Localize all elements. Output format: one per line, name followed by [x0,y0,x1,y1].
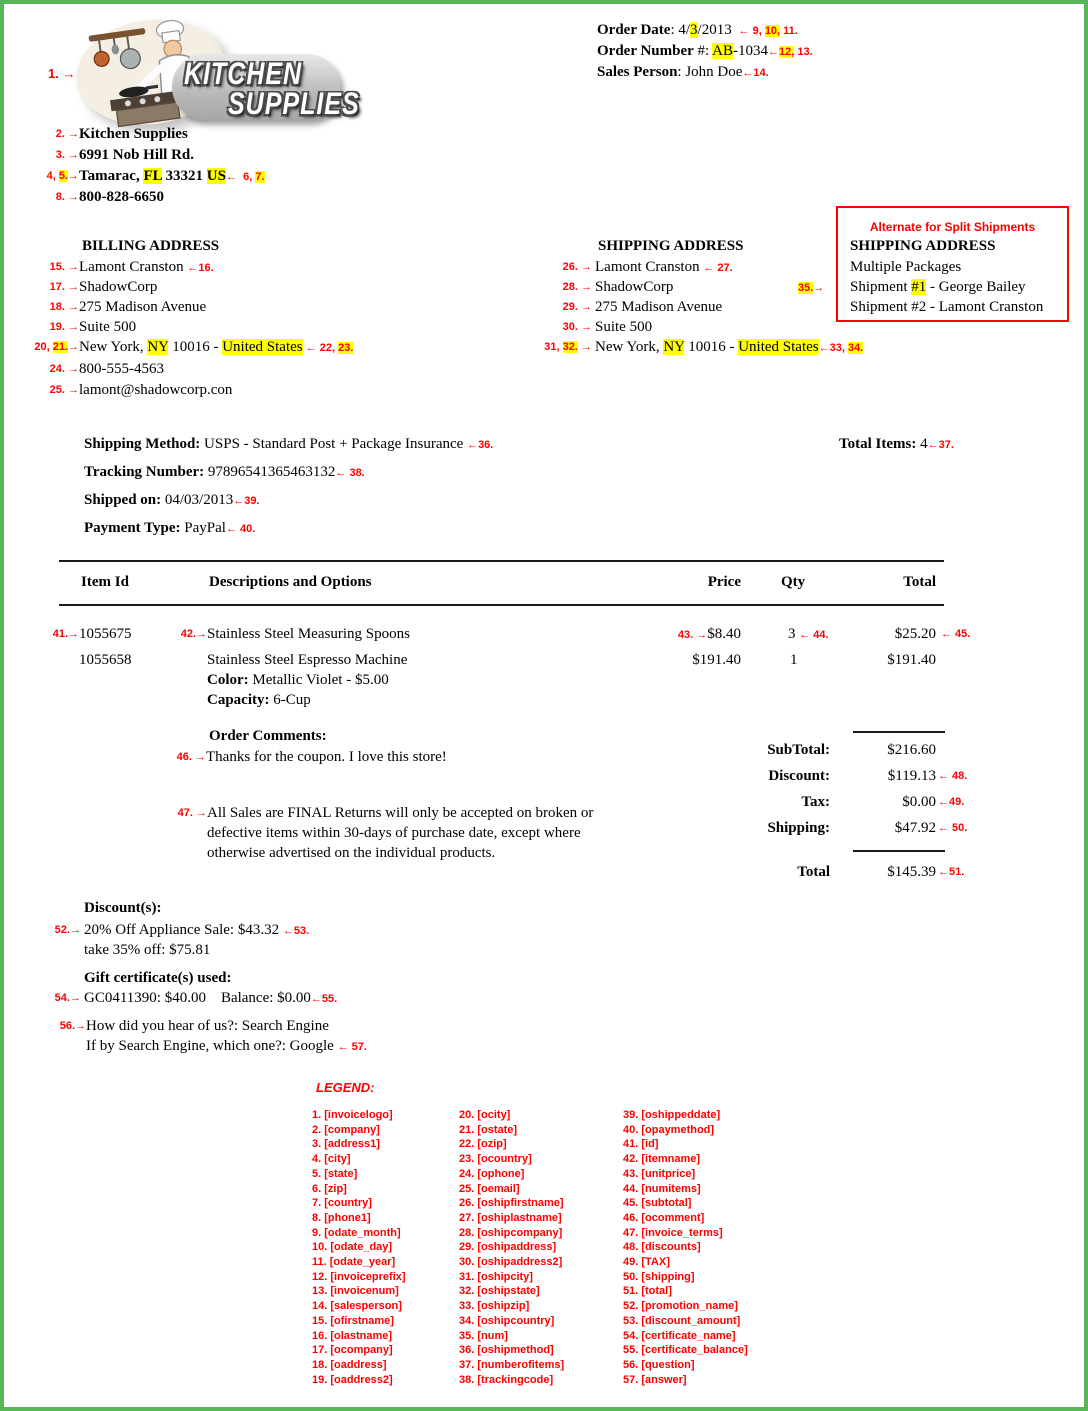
shipping-method-value: USPS - Standard Post + Package Insurance [200,436,468,452]
col-header-total: Total [903,574,936,590]
legend-item: 45. [subtotal] [623,1197,692,1210]
legend-item: 20. [ocity] [459,1109,511,1121]
legend-item: 50. [shipping] [623,1270,695,1283]
marker-37: ←37. [927,439,954,451]
invoice-terms-line2: defective items within 30-days of purchase date, except where [207,825,581,841]
marker-27: ← 27. [703,262,733,274]
legend-item: 52. [promotion_name] [623,1300,738,1313]
order-comment-text: Thanks for the coupon. I love this store! [206,749,447,765]
payment-type-line: Payment Type: PayPal← 40. [84,520,256,536]
shipping-address: 275 Madison Avenue [595,299,723,315]
discount-label: Discount: [768,768,830,784]
totals-top-rule [853,731,945,733]
altbox-header: SHIPPING ADDRESS [850,238,996,254]
marker-43: 43. → [677,629,708,641]
company-name: Kitchen Supplies [79,126,188,142]
shipping-method-line: Shipping Method: USPS - Standard Post + Package Insurance ←36. [84,436,494,452]
item-id: 1055675 [79,626,132,642]
billing-state: NY [147,339,169,355]
legend-item: 15. [ofirstname] [312,1314,394,1327]
legend-item: 40. [opaymethod] [623,1123,715,1136]
marker-39: ←39. [233,495,260,507]
marker-6-7: ← 6, 7. [225,171,265,183]
company-address-line [55,147,195,164]
totals-bottom-rule [853,850,945,852]
legend-item: 2. [company] [312,1123,380,1136]
legend-item: 21. [ostate] [459,1123,518,1136]
promotion-line: 20% Off Appliance Sale: $43.32 [84,922,283,938]
order-number-prefix: AB [712,43,733,59]
survey-answer-line: If by Search Engine, which one?: Google ← 57. [86,1038,367,1054]
marker-54: 54.→ [54,992,84,1004]
item-id: 1055658 [79,652,132,668]
billing-header: BILLING ADDRESS [82,238,220,254]
marker-31-32: 31, 32. → [544,341,595,353]
legend-item: 28. [oshipcompany] [459,1226,563,1239]
shipping-total-value: $47.92 [894,820,936,836]
marker-56: 56.→ [59,1020,86,1032]
marker-47: 47. → [177,807,207,819]
shipping-city-line: 31, 32. → New York, NY 10016 - United States←33, 34. [544,339,864,355]
item-option-color: Color: Metallic Violet - $5.00 [207,672,389,688]
logo-word-supplies: SUPPLIES [228,86,360,122]
marker-18: 18. → [49,301,79,313]
company-city-line [46,168,265,185]
item-price: $191.40 [692,652,741,668]
legend-item: 22. [ozip] [459,1138,507,1151]
marker-17: 17. → [49,281,79,293]
marker-51: ←51. [938,866,965,878]
legend-column-2 [459,1108,564,1387]
legend-item: 42. [itemname] [623,1153,701,1166]
legend-item: 57. [answer] [623,1373,687,1386]
marker-38: ← 38. [335,467,365,479]
altbox-shipment-2: Shipment #2 - Lamont Cranston [850,299,1044,315]
legend-item: 19. [oaddress2] [312,1373,393,1386]
legend-item: 32. [oshipstate] [459,1285,540,1298]
legend-item: 23. [ocountry] [459,1153,532,1166]
legend-item: 35. [num] [459,1329,508,1342]
legend-item: 53. [discount_amount] [623,1314,741,1327]
marker-41: 41.→ [52,628,79,640]
tax-label: Tax: [801,794,830,810]
billing-phone: 800-555-4563 [79,361,164,377]
legend-item: 31. [oshipcity] [459,1270,533,1283]
legend-item: 7. [country] [312,1197,372,1210]
shipping-company: ShadowCorp [595,279,674,295]
altbox-multiple-packages: Multiple Packages [850,259,962,275]
legend-item: 8. [phone1] [312,1211,371,1224]
billing-city-line: 20, 21.→ New York, NY 10016 - United States ← 22, 23. [34,339,354,355]
marker-33-34: ←33, 34. [818,342,864,354]
legend-item: 9. [odate_month] [312,1226,401,1239]
marker-29: 29. → [562,301,595,313]
legend-item: 55. [certificate_balance] [623,1344,748,1357]
marker-44: ← 44. [799,629,829,641]
marker-52: 52.→ [54,924,84,936]
legend-item: 56. [question] [623,1358,695,1371]
shipped-on-value: 04/03/2013 [161,492,234,508]
col-header-descriptions: Descriptions and Options [209,574,372,590]
grand-total-value: $145.39 [887,864,936,880]
marker-24: 24. → [49,363,79,375]
legend-item: 29. [oshipaddress] [459,1241,557,1254]
promotion-line2: take 35% off: $75.81 [84,942,211,958]
company-state: FL [143,168,162,184]
legend-item: 47. [invoice_terms] [623,1226,723,1239]
shipped-on-line: Shipped on: 04/03/2013←39. [84,492,260,508]
legend-item: 34. [oshipcountry] [459,1314,555,1327]
billing-country: United States [222,339,303,355]
legend-item: 48. [discounts] [623,1241,701,1254]
company-zip: 33321 [161,168,207,184]
shipping-address2: Suite 500 [595,319,653,335]
company-phone-line [55,189,164,206]
legend-item: 12. [invoiceprefix] [312,1270,406,1283]
item-qty: 1 [790,652,798,668]
marker-50: ← 50. [938,822,968,834]
table-top-rule [59,560,944,562]
gift-certificates-header: Gift certificate(s) used: [84,970,232,986]
legend-item: 16. [olastname] [312,1329,393,1342]
discounts-header: Discount(s): [84,900,162,916]
invoice-terms-line1: All Sales are FINAL Returns will only be accepted on broken or [207,805,594,821]
sales-person-line [597,64,769,81]
item-description: Stainless Steel Measuring Spoons [207,626,410,642]
item-total: $191.40 [887,652,936,668]
shipping-state: NY [663,339,685,355]
marker-46: 46. → [176,751,206,763]
tracking-number-value: 97896541365463132 [204,464,336,480]
marker-45: ← 45. [941,628,971,640]
legend-item: 36. [oshipmethod] [459,1344,554,1357]
legend-item: 24. [ophone] [459,1167,525,1180]
shipping-name: Lamont Cranston [595,259,704,275]
order-comments-header: Order Comments: [209,728,327,744]
legend-item: 17. [ocompany] [312,1344,393,1357]
legend-item: 26. [oshipfirstname] [459,1197,564,1210]
altbox-shipment-1: Shipment #1 - George Bailey [850,279,1026,295]
shipping-header: SHIPPING ADDRESS [598,238,744,254]
order-date-line: Order Date: 4/3/2013 ← 9, 10, 11. [597,22,798,38]
legend-item: 25. [oemail] [459,1182,520,1195]
grand-total-label: Total [797,864,830,880]
logo-word-kitchen: KITCHEN [184,56,303,92]
invoice-terms-line3: otherwise advertised on the individual products. [207,845,496,861]
col-header-item-id: Item Id [81,574,129,590]
marker-40: ← 40. [225,523,256,535]
legend-item: 10. [odate_day] [312,1241,393,1254]
legend-item: 43. [unitprice] [623,1167,696,1180]
order-date-label: Order Date [597,22,671,38]
legend-item: 1. [invoicelogo] [312,1109,393,1121]
legend-item: 18. [oaddress] [312,1358,387,1371]
item-option-capacity: Capacity: 6-Cup [207,692,311,708]
subtotal-label: SubTotal: [767,742,830,758]
company-phone: 800-828-6650 [79,189,164,205]
order-number-line: Order Number #: AB-1034←12, 13. [597,43,813,59]
marker-1: 1. → [48,66,76,81]
legend-item: 39. [oshippeddate] [623,1109,721,1121]
survey-question: How did you hear of us?: Search Engine [86,1018,329,1034]
legend-item: 14. [salesperson] [312,1300,402,1313]
marker-49: ←49. [938,796,965,808]
marker-22-23: ← 22, 23. [302,342,354,354]
legend-item: 13. [invoicenum] [312,1285,399,1298]
legend-item: 41. [id] [623,1138,659,1151]
legend-item: 11. [odate_year] [312,1256,396,1269]
order-number-value: -1034 [732,43,768,59]
marker-57: ← 57. [337,1041,367,1053]
table-header-rule [59,604,944,606]
marker-19: 19. → [49,321,79,333]
legend-column-1 [312,1108,406,1387]
tracking-number-line: Tracking Number: 97896541365463132← 38. [84,464,365,480]
legend-item: 3. [address1] [312,1138,380,1151]
sales-person-value: : John Doe [677,64,743,80]
sales-person-label: Sales Person [597,64,678,80]
legend-item: 46. [ocomment] [623,1211,705,1224]
alternate-shipments-box [836,206,1069,322]
item-qty: 3 [788,626,800,642]
marker-9-10-11: ← 9, 10, 11. [735,25,798,37]
subtotal-value: $216.60 [887,742,936,758]
legend-item: 54. [certificate_name] [623,1329,736,1342]
legend-item: 4. [city] [312,1153,351,1166]
marker-14: ←14. [742,67,769,79]
billing-address: 275 Madison Avenue [79,299,207,315]
company-city: Tamarac, [79,168,144,184]
billing-name: Lamont Cranston [79,259,188,275]
table-row [4,626,1088,646]
marker-3: 3. → [55,149,79,161]
total-items-line: Total Items: 4←37. [839,436,954,452]
company-address: 6991 Nob Hill Rd. [79,147,195,163]
marker-28: 28. → [562,281,595,293]
legend-title: LEGEND: [316,1080,375,1095]
item-description: Stainless Steel Espresso Machine [207,652,408,668]
legend-item: 37. [numberofitems] [459,1358,565,1371]
gift-certificate-line: GC0411390: $40.00 Balance: $0.00 [84,990,311,1006]
marker-48: ← 48. [938,770,968,782]
marker-16: ←16. [187,262,214,274]
marker-53: ←53. [282,925,310,937]
col-header-qty: Qty [781,574,806,590]
marker-8: 8. → [55,191,79,203]
legend-item: 44. [numitems] [623,1182,701,1195]
legend-item: 33. [oshipzip] [459,1300,530,1313]
table-row [4,652,1088,714]
shipping-country: United States [738,339,819,355]
legend-item: 38. [trackingcode] [459,1373,554,1386]
order-date-day: 3 [690,22,698,38]
billing-company: ShadowCorp [79,279,158,295]
col-header-price: Price [707,574,741,590]
legend-item: 6. [zip] [312,1182,347,1195]
discount-value: $119.13 [887,768,936,784]
company-country: US [206,168,226,184]
legend-item: 51. [total] [623,1285,672,1298]
legend-item: 30. [oshipaddress2] [459,1256,563,1269]
marker-20-21: 20, 21.→ [34,341,79,353]
company-name-line [55,126,188,143]
tax-value: $0.00 [902,794,936,810]
marker-4-5: 4, 5.→ [46,170,79,182]
marker-25: 25. → [49,384,79,396]
alternate-shipments-title: Alternate for Split Shipments [869,220,1036,234]
billing-address2: Suite 500 [79,319,137,335]
marker-42: 42.→ [180,628,207,640]
legend-column-3 [623,1108,748,1387]
payment-type-value: PayPal [180,520,226,536]
item-total: $25.20 [894,626,936,642]
marker-15: 15. → [49,261,79,273]
total-items-value: 4 [916,436,928,452]
marker-35: 35.→ [798,282,825,294]
marker-26: 26. → [562,261,595,273]
marker-55: ←55. [310,993,338,1005]
shipping-total-label: Shipping: [767,820,830,836]
marker-12-13: ←12, 13. [767,46,813,58]
billing-email: lamont@shadowcorp.con [79,382,233,398]
legend-item: 27. [oshiplastname] [459,1211,562,1224]
legend-item: 49. [TAX] [623,1256,670,1269]
legend-item: 5. [state] [312,1167,358,1180]
order-number-label: Order Number [597,43,694,59]
marker-30: 30. → [562,321,595,333]
marker-36: ←36. [467,439,494,451]
marker-2: 2. → [55,128,79,140]
item-price: $8.40 [707,626,741,642]
